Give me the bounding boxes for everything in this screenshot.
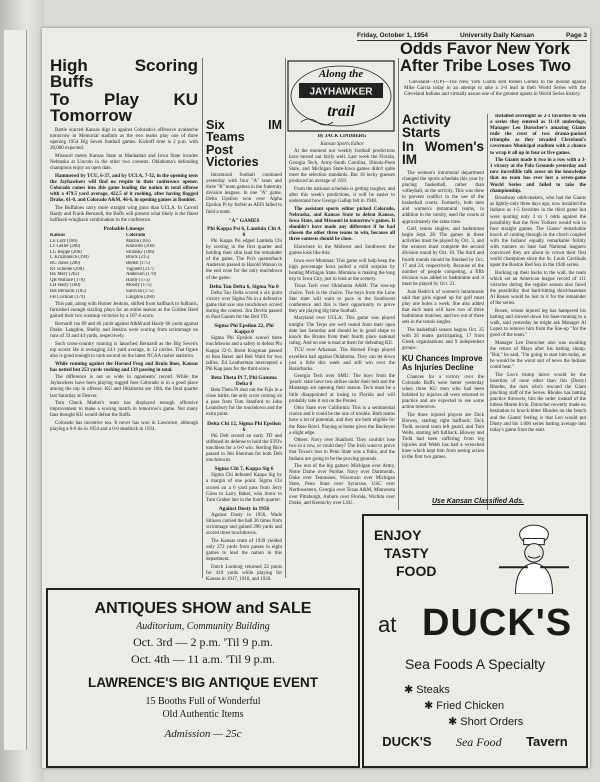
antiques-line-1: 15 Booths Full of Wonderful <box>145 696 261 707</box>
injuries-paragraph: Chances for a victory over the Colorado Buffs were better yesterday when three KU men who had been hobbled by injuries all were returned to practice and are expected to see some action tomorrow. <box>402 374 484 411</box>
im-game-text: Beta Theta Pi shut out the Fijis in a close battle, the only score coming on a pass from Tom Stanford to John Lounsbury for the touchdown and the extra point. <box>206 388 282 418</box>
im-game-text: Sigma Chi defeated Kappa Sig by a margin of one point. Sigma Chi scored on a 6 yard pass from Jerry Giess to Larry Baker, who threw to Tom Graber late in the fourth quarter. <box>206 473 282 503</box>
lineup-title: Probable Lineups <box>103 225 145 232</box>
lineup-colorado-player: Stransky (186) <box>126 249 155 255</box>
im-game-text: Phi Kappa Psi edged Lambda Chi by scoring in the first quarter and holding their slim lead the remainder of the game. The Psi's quarterback Anderson passed to Harold Watson in the end zone for the only touchdown of the game. <box>206 238 282 281</box>
activity-paragraph: The women's intramural department changed the sports schedule this year by placing basketball, rather than volleyball, as the activity. This was done to prevent conflict in the use of the basketball courts. Formerly, both men and women's intramural teams, in addition to the varsity, used the courts at approximately the same time. <box>402 170 484 225</box>
ducks-item-label: Short Orders <box>460 716 524 728</box>
antiques-title: ANTIQUES SHOW and SALE <box>94 600 312 617</box>
ducks-item-orders <box>448 714 523 730</box>
trail-paragraph: Others: Navy over Stanford. They couldn't lose two in a row, or could they? The Irish want to prove that Texas's loss to Penn State was a fluke, and the Indians are going to be the proving grounds. <box>289 438 395 462</box>
folio-date: Friday, October 1, 1954 <box>357 32 429 39</box>
im-game-text: Phi Delt scored an early TD and stiffened its defense to hold the STO's touchless for a 6-0 win. Sterling Rice passed to Jim Sherman for both Delt touchdowns. <box>206 433 282 464</box>
buffs-paragraph: Such cross-country running is launched Bernardi as the Big Seven's top scorer. He is averaging 24.1 yard average, in 12 carries. That figure also is good enough to rank second on the latest NCAA rusher statistics. <box>50 341 198 359</box>
buffs-story <box>50 58 198 580</box>
lineup-table <box>50 233 198 300</box>
lineup-kansas-player: C Krizmanich (190) <box>50 255 89 261</box>
lineup-kansas-player: LH Hasty (180) <box>50 283 81 289</box>
injuries-headline-1: KU Chances Improve <box>402 353 483 363</box>
odds-body <box>490 114 586 510</box>
im-headline-2: Post Victories <box>206 143 259 170</box>
antiques-admission: Admission — 25c <box>164 728 242 740</box>
lineup-header-colorado: Colorado <box>126 233 146 239</box>
im-closing-2: Dutch Lonborg returned 22 punts for 419 yards while playing for Kansas in 1917, 1918, and 1920. <box>206 564 282 582</box>
ducks-menu-items <box>404 682 523 730</box>
lineup-kansas-player: RG Jones (200) <box>50 261 81 267</box>
ducks-at: at <box>378 612 397 637</box>
odds-paragraph: The Leo's trump move would be the insertion of none other than Jim (Dusty) Rhodes, the man who's rescued the Giant pinching staff of the Series. Rhodes has batting practice throwers, hits the order instead of the hitless Monte Irvin. Durocher recently made no hesitation to knock-hitter Rhodes on the bench and the Giants' feeling is that Leo would put Dusty and his 1.000 series batting average into today's game from the start. <box>490 372 586 433</box>
page-folio <box>357 32 587 41</box>
ducks-item-steaks <box>404 682 523 698</box>
lineup-colorado-player: Knowles (200) <box>126 244 155 250</box>
trail-paragraph: Maryland over UCLA: This game was played tonight. The Terps are well rested from their open date last Saturday and should be in good shape to knock the Bruins from their fourth place national rating. And no one is mad at them for defeating KU. <box>289 316 395 346</box>
trail-paragraph: The assistant sports editor picked Colorado, Nebraska, and Kansas State to defeat Kansas, Iowa State, and Missouri in tomorrow's games. It shouldn't have made any difference if he had chosen the other three teams to win, because all three contests should be close. <box>289 206 395 243</box>
lineup-kansas-player: RT Scheibe (208) <box>50 266 84 272</box>
im-game-title: Sigma Phi Epsilon 22, Phi Kappa 0 <box>214 323 274 336</box>
lineup-kansas-player: LG Roppe (206) <box>50 249 82 255</box>
buffs-paragraph: The difference is not so wide in opponents' record. While the Jayhawkers have been playing rugged foes Colorado is in a good place among the top in offense. KU and Oklahoma are 16th, the final quarter last Saturday at Denver. <box>50 375 198 399</box>
activity-paragraph: Golf, tennis singles, and badminton begin Sept. 28. The games in these activities must be played by Oct. 3, and the winners must complete the second division round by Oct. 10. The third and fourth rounds should be finished by Oct. 17 and 24, respectively. Because of the number of people competing, a fifth division was added to badminton and it must be played by Oct. 21. <box>402 227 484 287</box>
trail-paragraph: Ohio State over California: This is a sentimental choice and it could be the one of trouble. Both teams have a lot of potential, and they are both eligible for the Rose Bowl. Playing at home gives the Buckeyes a slight edge. <box>289 406 395 436</box>
ducks-food: FOOD <box>396 563 437 579</box>
activity-paragraph: The basketball season begins Oct. 25 with 26 teams participating, 17 from Greek organizations and 9 independent groups. <box>402 327 484 351</box>
lineup-colorado-player: Vaguetti (217) <box>126 266 154 272</box>
lineup-kansas-player: RE Mery (202) <box>50 272 80 278</box>
im-story <box>206 120 282 582</box>
injuries-paragraph: The three injured players are Dick Blowey, starting right halfback; Dick Todd, second team left guard, and Tom Wells, starting left fullback. Blowey and Todd had been suffering from leg injuries and Webb has had a wrenched knee which kept him from seeing action in the first two games. <box>402 412 484 461</box>
odds-paragraph: Cleveland—(UP)—The New York Giants sent Ruben Gomez to the mound against Mike Garcia today in an attempt to take a 3-0 lead in their World Series with the Cleveland Indians and virtually assure one of the greatest upsets in World Series history. <box>404 80 586 98</box>
bullet-icon: ✱ <box>404 684 417 696</box>
ducks-item-label: Fried Chicken <box>436 700 505 712</box>
odds-paragraph: Installed overnight as 2-1 favorites to win a series they entered as 11-10 underdogs, Manager Leo Durocher's amazing Giants rode the crest of two drama-packed triumphs as they invaded Cleveland's cavernous Municipal stadium with a chance to wrap it all up in four or five games. <box>490 114 586 156</box>
injuries-headline-2: As Injuries Decline <box>402 363 474 373</box>
im-game-title: Delta Tau Delta 6, Sigma Nu 0 <box>209 283 279 290</box>
trail-paragraph: Iowa over Montana: This game will help keep the high percentage Iowa pulled a mild surprise by beating Michigan State. Montana is making the long trip to Iowa City, just to look at the scenery. <box>289 258 395 282</box>
lineup-kansas-player: QB Wallace (178) <box>50 277 85 283</box>
ducks-footer-tavern: Tavern <box>526 734 568 749</box>
trail-paragraph: Elsewhere in the Midwest and Southwest the games look like this: <box>289 244 395 256</box>
lineup-colorado-player: Moody (175) <box>126 283 152 289</box>
antiques-venue: Auditorium, Community Building <box>136 621 270 632</box>
trail-paragraph: TCU over Arkansas. The Horned Frogs played excellent ball against Oklahoma. They can let down just a little this week and still win over the Razorbacks. <box>289 348 395 372</box>
lineup-colorado-player: Hardy (175) <box>126 277 150 283</box>
column-rule <box>398 58 399 510</box>
antiques-date-2: Oct. 4th — 11 a.m. 'Til 9 p.m. <box>131 652 275 666</box>
antiques-date-1: Oct. 3rd — 2 p.m. 'Til 9 p.m. <box>133 635 273 649</box>
odds-headline-1: Odds Favor New York <box>400 42 570 58</box>
lineup-header-kansas: Kansas <box>50 233 65 239</box>
odds-headline-2: After Tribe Loses Two <box>400 57 572 76</box>
bullet-icon: ✱ <box>448 716 461 728</box>
buffs-headline-2: To Play KU Tomorrow <box>50 89 198 125</box>
buffs-paragraph: Tom Chuck Mather's team has displayed enough offensive improvement to make a scoring match in tomorrow's game. Not many fans thought KU would defeat the Buffs. <box>50 401 198 419</box>
previous-page-edge <box>4 30 27 750</box>
odds-body-lead <box>404 80 586 114</box>
ducks-footer-seafood: Sea Food <box>455 735 502 749</box>
buffs-paragraph: This pair, along with Homer Jenkins, shifted from halfback to fullback, furnished enough sizzling plays for an entire season as the Golden Herd gained their two warmup victories by a 107-6 score. <box>50 302 198 320</box>
newspaper-page <box>42 28 590 768</box>
trail-byline-title: Kansan Sports Editor <box>320 141 364 147</box>
ducks-item-label: Steaks <box>416 684 450 696</box>
chef-illustration-icon <box>492 522 576 594</box>
odds-paragraph: Manager Leo Durocher also was awaiting the return of Mays after his batting slump. "But," he said, "I'm going to start him today, as he would be the worst sort of news the Indians could hear." <box>490 340 586 371</box>
activity-story <box>402 114 484 514</box>
trail-paragraph: Texas Tech over Oklahoma A&M: The toss-up choice. Tech is the choice. The boys from the Lone Star state will want to pace in the Southwest conference and this is their opportunity to prove they are playing big time football. <box>289 284 395 314</box>
classified-ads-tag: Use Kansan Classified Ads. <box>432 498 524 505</box>
antiques-line-2: Old Authentic Items <box>162 709 244 720</box>
im-headline-1: Six IM Teams <box>206 120 282 144</box>
antiques-show-ad <box>46 588 360 768</box>
buffs-paragraph: The Buffaloes carry more straight wing guns than UCLA. In Carroll Hardy and Frank Bernardi, the Buffs will present what likely is the finest halfback-wingback combination in the conference. <box>50 205 198 223</box>
lineup-kansas-player: LE Lotz (186) <box>50 238 78 244</box>
folio-paper: University Daily Kansan <box>460 32 535 39</box>
ducks-name: DUCK'S <box>422 602 573 644</box>
lineup-colorado-player: Anderson (170) <box>126 272 157 278</box>
im-games-list <box>206 226 282 538</box>
buffs-paragraph: Battle scarred Kansas digs in against Colorado's offensive avalanche tomorrow in Memorial stadium as the two teams play one of three opening 1954 Big Seven football games. Kickoff time is 2 p.m. with 20,000 expected. <box>50 128 198 152</box>
lineup-kansas-player: RH Bernardi (185) <box>50 289 87 294</box>
logo-text-along: Along the <box>318 68 364 80</box>
trail-byline-name: By JACK LINDBERG <box>317 134 367 139</box>
activity-headline-2: In Women's IM <box>402 139 484 167</box>
lineup-kansas-player: LT Geller (200) <box>50 244 81 250</box>
antiques-headline: LAWRENCE'S BIG ANTIQUE EVENT <box>88 675 318 690</box>
im-game-title: Against Dusty in 1956 <box>218 505 270 512</box>
odds-paragraph: Backing up their backs to the wall, the team which set an American league record of 111 victories during the regular season also faced the possibility that hard-hitting third-baseman Al Rosen would be lost to it for the remainder of the series. <box>490 270 586 307</box>
im-closing: The Kansas team of 1939 yielded only 272 yards from passes in eight games to lead the nation in this department. <box>206 538 282 563</box>
buffs-paragraph: Colorado has incentive too. It never has won in Lawrence, although playing a 6-6 tie in 1954 and a 0-0 deadlock in 1934. <box>50 420 198 432</box>
activity-paragraph: Joan Hedrick of women's intramurals said that girls signed up for golf must play one holes a week. She also added that each team will have two of three badminton matches, and two out of three sets in the tennis singles. <box>402 289 484 325</box>
trail-paragraph: The rest of the big games: Michigan over Army, Notre Dame over Purdue, Navy over Dartmouth, Duke over Tennessee, Wisconsin over Michigan State, Penn State over Syracuse, USC over Northwestern, Georgia over Texas A&M, Minnesota over Pittsburgh, Auburn over Florida, Wichita over Drake, and Kentucky over LSU. <box>289 464 395 506</box>
im-game-text: Delta Tau Delta scored a six point victory over Sigma Nu in a defensive game that saw one touchdown scored during the contest. Jim Devlin passed to Paul Gamm for the Delt TD. <box>206 290 282 321</box>
odds-paragraph: Broadway odds-makers, who had the Giants as lightly-only three days ago, now installed the Indians as 1-5 favorites in the third game but were quoting only 2 to 1 odds against the possibility that the New Yorkers would win in four straight games. The Giants' remarkable knock of coming through in the clutch coupled with the Indians' equally remarkable futility with runners on base had National leaguers convinced they are about to crown their first world champions since the St. Louis Cardinals upset the Boston Red Sox in the 1946 series. <box>490 196 586 269</box>
trail-paragraphs <box>289 149 395 507</box>
im-intro: Intramural football continued yesterday with four "A" team and three "B" team games in the fraternity division leagues. In one "A" game, Delta Upsilon won over Alpha Epsilon Pi by forfeit as AEPi failed to field a team. <box>206 173 282 215</box>
lineup-colorado-player: Sullivan (175) <box>126 289 154 294</box>
logo-text-trail: trail <box>327 103 355 120</box>
im-game-title: Sigma Chi 7, Kappa Sig 6 <box>214 466 274 473</box>
column-rule <box>285 58 286 578</box>
ducks-tagline: Sea Foods A Specialty <box>404 656 546 672</box>
bullet-icon: ✱ <box>424 700 437 712</box>
odds-paragraph: The Giants made it two in a row with a 3-1 victory at the Polo Grounds yesterday and now incredible talk arose on the knowledge that no team has ever lost a seven-game World Series and failed to take the championship. <box>490 158 586 194</box>
ducks-item-chicken <box>424 698 523 714</box>
lineup-colorado-player: Bedell (175) <box>126 261 151 267</box>
column-rule <box>202 58 203 578</box>
ducks-enjoy: ENJOY <box>374 527 422 543</box>
im-game-title: Delta Chi 12, Sigma Phi Epsilon 6 <box>207 420 281 433</box>
trail-paragraph: From the national schedule is getting tougher, and after this week's predictions, it will be easier to understand how George Gallup felt in 1948. <box>289 187 395 205</box>
buffs-paragraph: While running against the Horned Frog and Bruin lines, Kansas has netted but 253 yards rushing and 139 passing in total. <box>50 361 198 373</box>
lineup-colorado-player: Martin (185) <box>126 238 151 244</box>
ducks-enjoy-block <box>374 526 436 580</box>
ducks-tasty: TASTY <box>384 545 429 561</box>
activity-headline-1: Activity Starts <box>402 114 451 140</box>
im-game-text: Sigma Phi Epsilon scored three touchdowns and a safety to defeat Phi Kappa 22-0. Brent Kingman passed to Ron Baker and Bob Waid for two tallies. Ed Leatherman intercepted a Phi Kap pass for the third score. <box>206 336 282 372</box>
ducks-footer <box>370 734 580 750</box>
im-game-title: Phi Kappa Psi 6, Lambda Chi A 0 <box>207 225 281 238</box>
lineup-colorado-player: Brock (215) <box>126 255 150 261</box>
lineup-colorado-player: Langdon (260) <box>126 294 155 300</box>
im-game-title: Beta Theta Pi 7, Phi Gamma Delta 0 <box>211 374 277 387</box>
buffs-headline-1: High Scoring Buffs <box>50 58 198 92</box>
logo-text-jayhawker: JAYHAWKER <box>309 86 373 98</box>
ducks-ad <box>362 514 588 768</box>
folio-page: Page 3 <box>566 32 587 39</box>
a-games-title: "A" GAMES <box>228 217 260 224</box>
trail-paragraph: Georgia Tech over SMU: The boys from the 'peach' state have two strikes under their belt and the Mustangs are opening their season. Tech must be a little disappointed at losing to Florida and will probably take it out on the Ponies. <box>289 374 395 404</box>
buffs-paragraph: Hammered by TCU, 6-37, and by UCLA, 7-32, in the opening tests the Jayhawkers will find no respite in their conference opener. Colorado comes into this game leading the nation in total offense with a 479.5 yard average, 422.5 of it rushing, after having flogged Drake, 61-0, and Colorado A&M, 46-6, in opening games at Boulder. <box>50 173 198 204</box>
im-game-text: Against Dusty in 1956, Wade Stinson carried the ball 36 times from scrimmage and gained 290 yards and scored three touchdowns. <box>206 512 282 537</box>
buffs-paragraph: Missouri meets Kansas State at Manhattan and Iowa State invades Nebraska at Lincoln in the other two contests. Oklahoma's defending champions enjoy an open date. <box>50 153 198 172</box>
ducks-footer-name: DUCK'S <box>382 734 432 749</box>
buffs-paragraph: Bernardi ran 89 and 46 yards against A&M and Hardy 66 yards against Drake. Langdon, Shelby and Jenkins were scoring from scrimmage on runs of 33 and 44 yards, respectively. <box>50 321 198 340</box>
column-rule <box>487 114 488 510</box>
lineup-kansas-player: FB Cochran (179) <box>50 294 85 300</box>
odds-paragraph: Rosen, whose injured leg has hampered his batting and slowed down his base-running to a walk, said yesterday he might ask Manager Al Lopez to remove him from the line-up "for the good of the team." <box>490 308 586 339</box>
trail-paragraph: At the moment our weekly football predictions have turned out fairly well. Last week the Florida, Georgia Tech, Army-South Carolina, Illinois-Penn State, and Michigan State-Iowa games didn't quite meet the selection standards. But 18 lucky guesses produced an average of .659. <box>289 149 395 185</box>
